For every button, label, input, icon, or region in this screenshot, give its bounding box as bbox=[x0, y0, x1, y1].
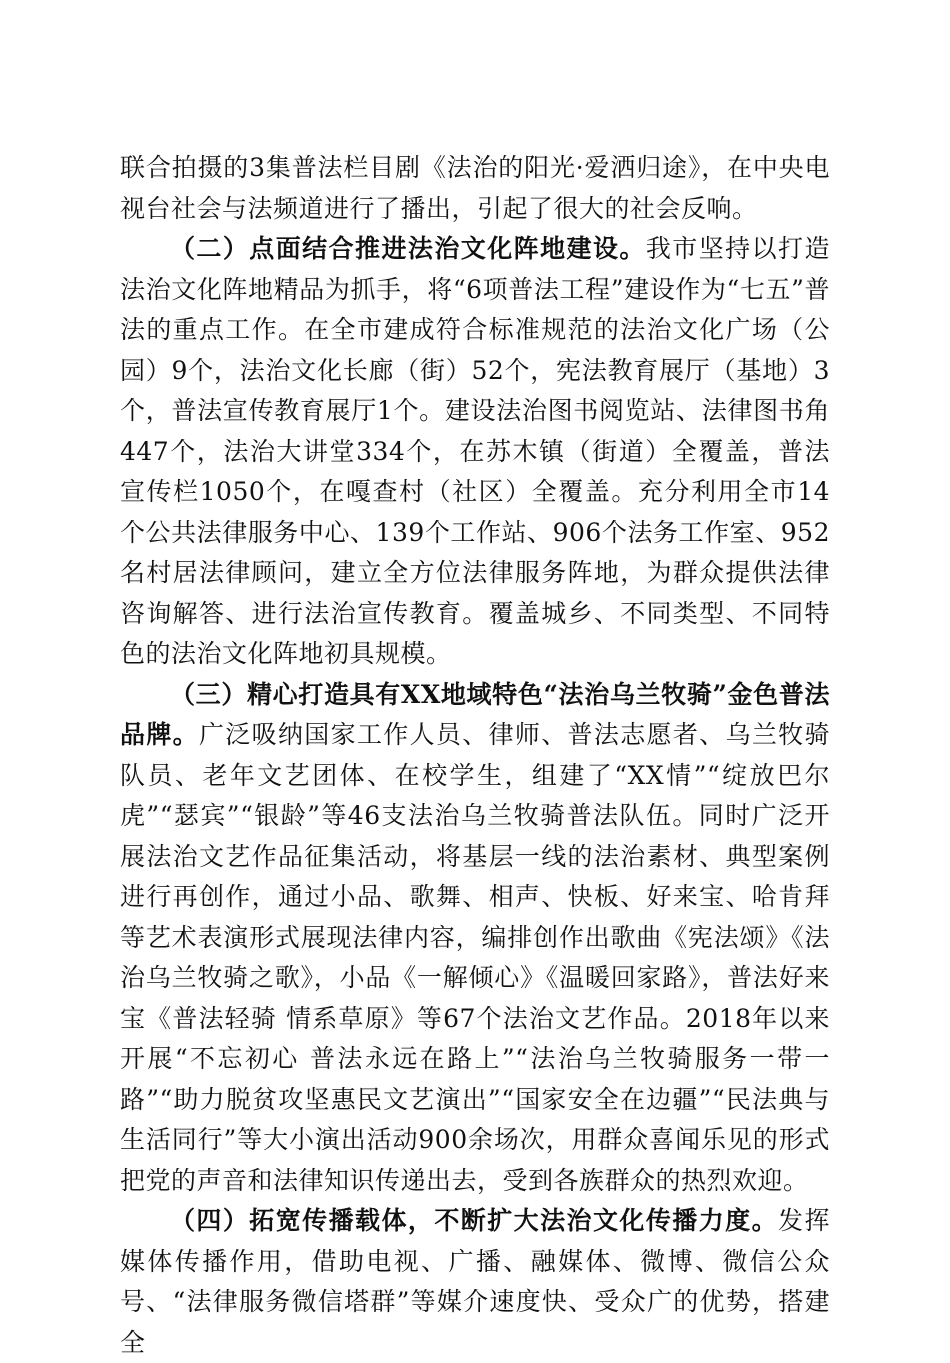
paragraph-1-text: 联合拍摄的3集普法栏目剧《法治的阳光·爱洒归途》，在中央电视台社会与法频道进行了播出，引起了很大的社会反响。 bbox=[120, 153, 830, 223]
paragraph-3 bbox=[120, 675, 830, 1202]
paragraph-1 bbox=[120, 148, 830, 229]
paragraph-2-heading: （二）点面结合推进法治文化阵地建设。 bbox=[170, 234, 646, 263]
paragraph-2-text: 我市坚持以打造法治文化阵地精品为抓手，将“6项普法工程”建设作为“七五”普法的重点工作。在全市建成符合标准规范的法治文化广场（公园）9个，法治文化长廊（街）52个，宪法教育展厅（基地）3个，普法宣传教育展厅1个。建设法治图书阅览站、法律图书角447个，法治大讲堂334个，在苏木镇（街道）全覆盖，普法宣传栏1050个，在嘎查村（社区）全覆盖。充分利用全市14个公共法律服务中心、139个工作站、906个法务工作室、952名村居法律顾问，建立全方位法律服务阵地，为群众提供法律咨询解答、进行法治宣传教育。覆盖城乡、不同类型、不同特色的法治文化阵地初具规模。 bbox=[120, 234, 830, 668]
paragraph-2 bbox=[120, 229, 830, 675]
paragraph-4 bbox=[120, 1201, 830, 1363]
paragraph-4-text: 发挥媒体传播作用，借助电视、广播、融媒体、微博、微信公众号、“法律服务微信塔群”等媒介速度快、受众广的优势，搭建全 bbox=[120, 1206, 830, 1357]
paragraph-4-heading: （四）拓宽传播载体，不断扩大法治文化传播力度。 bbox=[170, 1206, 779, 1235]
document-body bbox=[120, 148, 830, 1363]
paragraph-3-text: 广泛吸纳国家工作人员、律师、普法志愿者、乌兰牧骑队员、老年文艺团体、在校学生，组建了“XX情”“绽放巴尔虎”“瑟宾”“银龄”等46支法治乌兰牧骑普法队伍。同时广泛开展法治文艺作品征集活动，将基层一线的法治素材、典型案例进行再创作，通过小品、歌舞、相声、快板、好来宝、哈肯拜等艺术表演形式展现法律内容，编排创作出歌曲《宪法颂》《法治乌兰牧骑之歌》，小品《一解倾心》《温暖回家路》，普法好来宝《普法轻骑 情系草原》等67个法治文艺作品。2018年以来开展“不忘初心 普法永远在路上”“法治乌兰牧骑服务一带一路”“助力脱贫攻坚惠民文艺演出”“国家安全在边疆”“民法典与生活同行”等大小演出活动900余场次，用群众喜闻乐见的形式把党的声音和法律知识传递出去，受到各族群众的热烈欢迎。 bbox=[120, 720, 830, 1195]
paragraph-3-heading: （三）精心打造具有XX地域特色“法治乌兰牧骑”金色普法品牌。 bbox=[120, 679, 830, 749]
